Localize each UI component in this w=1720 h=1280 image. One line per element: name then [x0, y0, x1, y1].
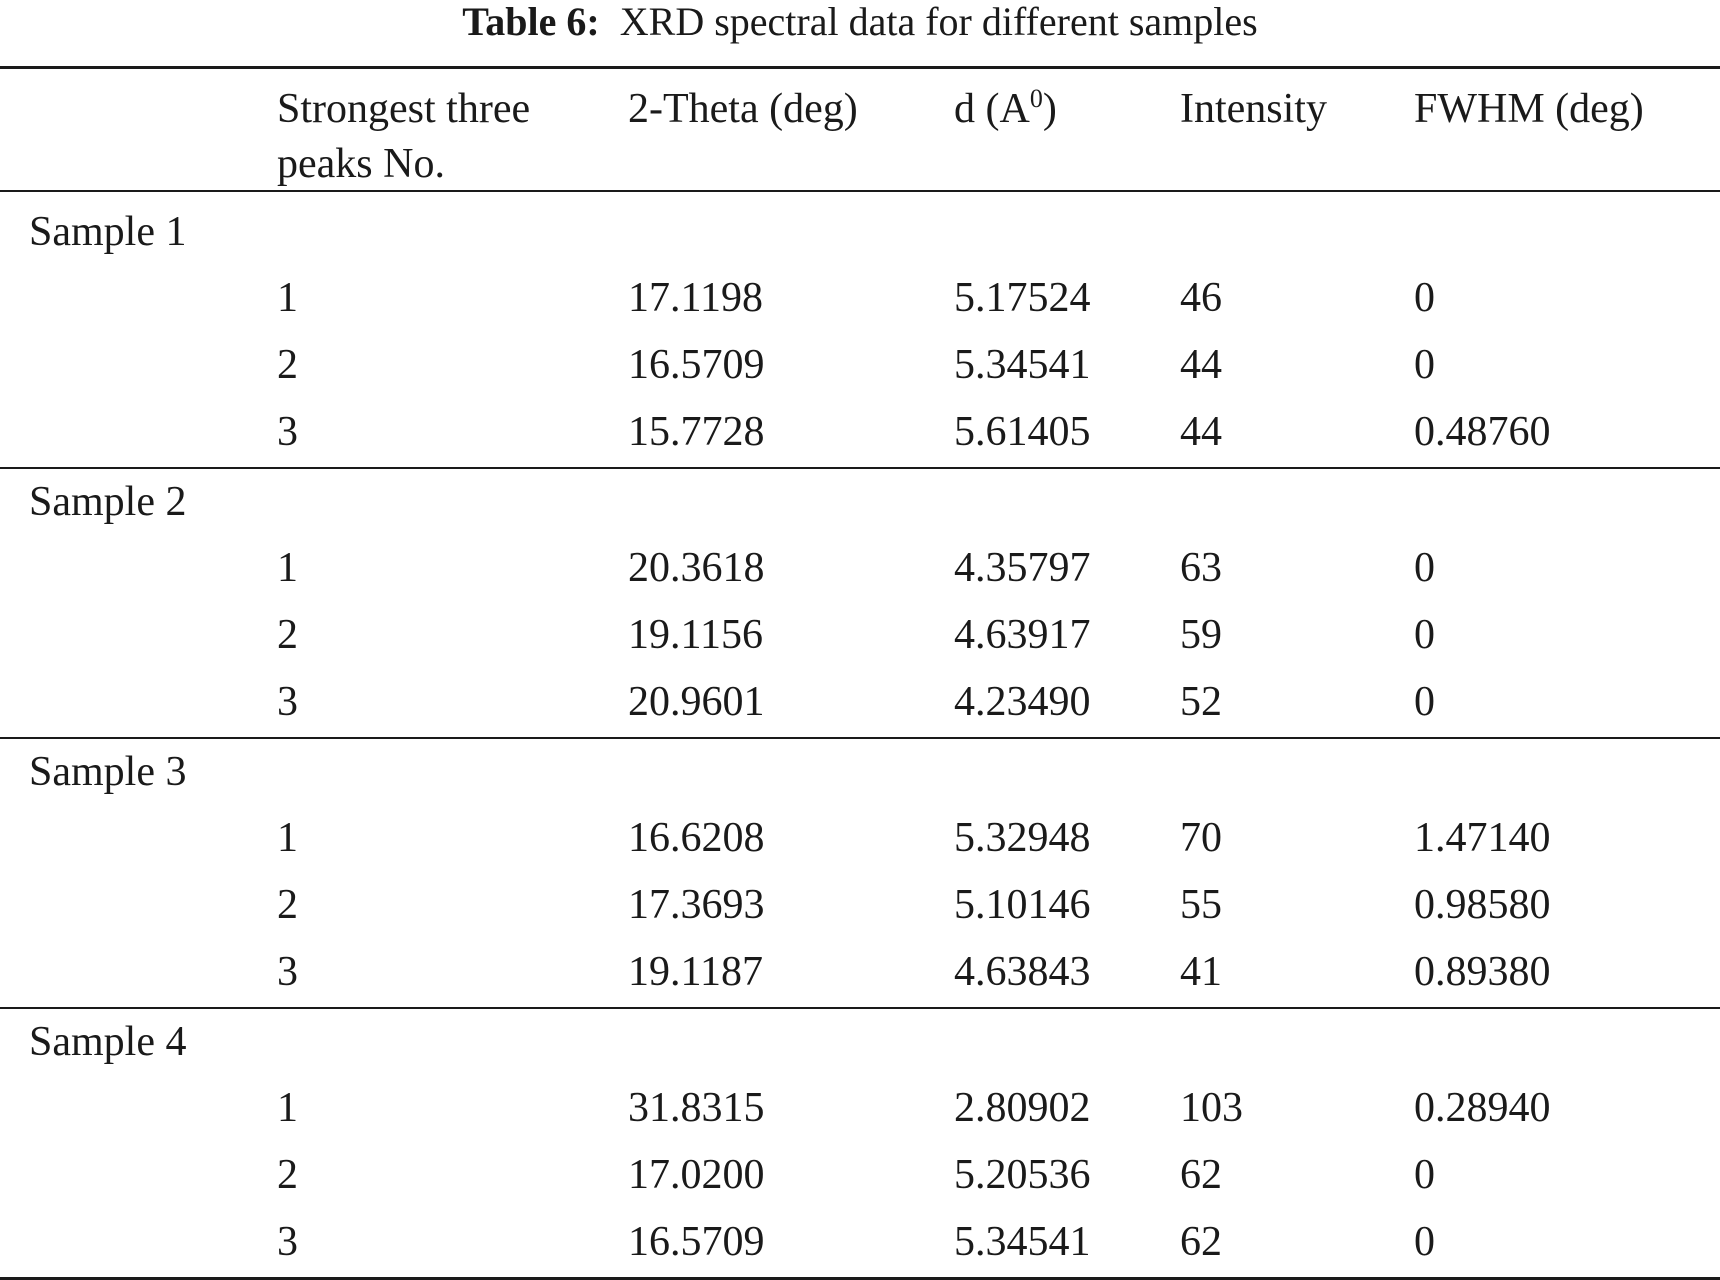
- group-separator-rule: [0, 467, 1720, 469]
- group-separator-rule: [0, 1007, 1720, 1009]
- group-separator-rule: [0, 737, 1720, 739]
- cell-fwhm: 0: [1414, 275, 1435, 321]
- cell-fwhm: 0: [1414, 612, 1435, 658]
- cell-theta: 31.8315: [628, 1085, 765, 1131]
- cell-theta: 16.5709: [628, 342, 765, 388]
- cell-intensity: 52: [1180, 679, 1222, 725]
- header-d-sup: 0: [1029, 84, 1043, 113]
- cell-intensity: 62: [1180, 1152, 1222, 1198]
- sample-label: Sample 4: [29, 1019, 187, 1065]
- header-peak-line2: peaks No.: [277, 141, 445, 187]
- cell-d: 4.23490: [954, 679, 1091, 725]
- header-theta: 2-Theta (deg): [628, 86, 858, 132]
- cell-theta: 16.5709: [628, 1219, 765, 1265]
- cell-fwhm: 0: [1414, 1152, 1435, 1198]
- header-fwhm: FWHM (deg): [1414, 86, 1644, 132]
- cell-theta: 15.7728: [628, 409, 765, 455]
- cell-theta: 17.0200: [628, 1152, 765, 1198]
- cell-theta: 17.1198: [628, 275, 763, 321]
- sample-label: Sample 3: [29, 749, 187, 795]
- cell-peak: 3: [277, 1219, 298, 1265]
- cell-d: 4.35797: [954, 545, 1091, 591]
- cell-intensity: 55: [1180, 882, 1222, 928]
- cell-peak: 3: [277, 949, 298, 995]
- caption-text: XRD spectral data for different samples: [619, 0, 1258, 44]
- cell-d: 5.34541: [954, 1219, 1091, 1265]
- cell-fwhm: 0.28940: [1414, 1085, 1551, 1131]
- cell-fwhm: 0.98580: [1414, 882, 1551, 928]
- sample-label: Sample 2: [29, 479, 187, 525]
- cell-peak: 2: [277, 882, 298, 928]
- cell-fwhm: 0: [1414, 545, 1435, 591]
- cell-d: 4.63917: [954, 612, 1091, 658]
- cell-d: 5.10146: [954, 882, 1091, 928]
- cell-intensity: 44: [1180, 409, 1222, 455]
- cell-d: 4.63843: [954, 949, 1091, 995]
- cell-peak: 2: [277, 342, 298, 388]
- cell-peak: 3: [277, 409, 298, 455]
- cell-intensity: 62: [1180, 1219, 1222, 1265]
- cell-peak: 1: [277, 815, 298, 861]
- header-intensity: Intensity: [1180, 86, 1327, 132]
- cell-theta: 16.6208: [628, 815, 765, 861]
- cell-fwhm: 1.47140: [1414, 815, 1551, 861]
- cell-d: 5.17524: [954, 275, 1091, 321]
- cell-intensity: 63: [1180, 545, 1222, 591]
- cell-peak: 1: [277, 275, 298, 321]
- cell-fwhm: 0.89380: [1414, 949, 1551, 995]
- cell-d: 5.34541: [954, 342, 1091, 388]
- cell-d: 5.32948: [954, 815, 1091, 861]
- cell-d: 5.20536: [954, 1152, 1091, 1198]
- cell-theta: 19.1187: [628, 949, 763, 995]
- cell-fwhm: 0: [1414, 679, 1435, 725]
- sample-label: Sample 1: [29, 209, 187, 255]
- cell-intensity: 70: [1180, 815, 1222, 861]
- cell-theta: 20.9601: [628, 679, 765, 725]
- cell-theta: 19.1156: [628, 612, 763, 658]
- header-peak-line1: Strongest three: [277, 86, 531, 132]
- cell-theta: 20.3618: [628, 545, 765, 591]
- cell-peak: 2: [277, 1152, 298, 1198]
- cell-intensity: 59: [1180, 612, 1222, 658]
- cell-intensity: 46: [1180, 275, 1222, 321]
- cell-d: 2.80902: [954, 1085, 1091, 1131]
- cell-peak: 3: [277, 679, 298, 725]
- cell-fwhm: 0.48760: [1414, 409, 1551, 455]
- cell-fwhm: 0: [1414, 1219, 1435, 1265]
- cell-intensity: 44: [1180, 342, 1222, 388]
- cell-peak: 1: [277, 545, 298, 591]
- cell-theta: 17.3693: [628, 882, 765, 928]
- cell-d: 5.61405: [954, 409, 1091, 455]
- cell-peak: 1: [277, 1085, 298, 1131]
- caption-label: Table 6:: [462, 0, 600, 44]
- cell-fwhm: 0: [1414, 342, 1435, 388]
- header-d-main: d (A: [954, 86, 1030, 132]
- cell-peak: 2: [277, 612, 298, 658]
- header-d-close: ): [1042, 86, 1057, 132]
- cell-intensity: 103: [1180, 1085, 1243, 1131]
- cell-intensity: 41: [1180, 949, 1222, 995]
